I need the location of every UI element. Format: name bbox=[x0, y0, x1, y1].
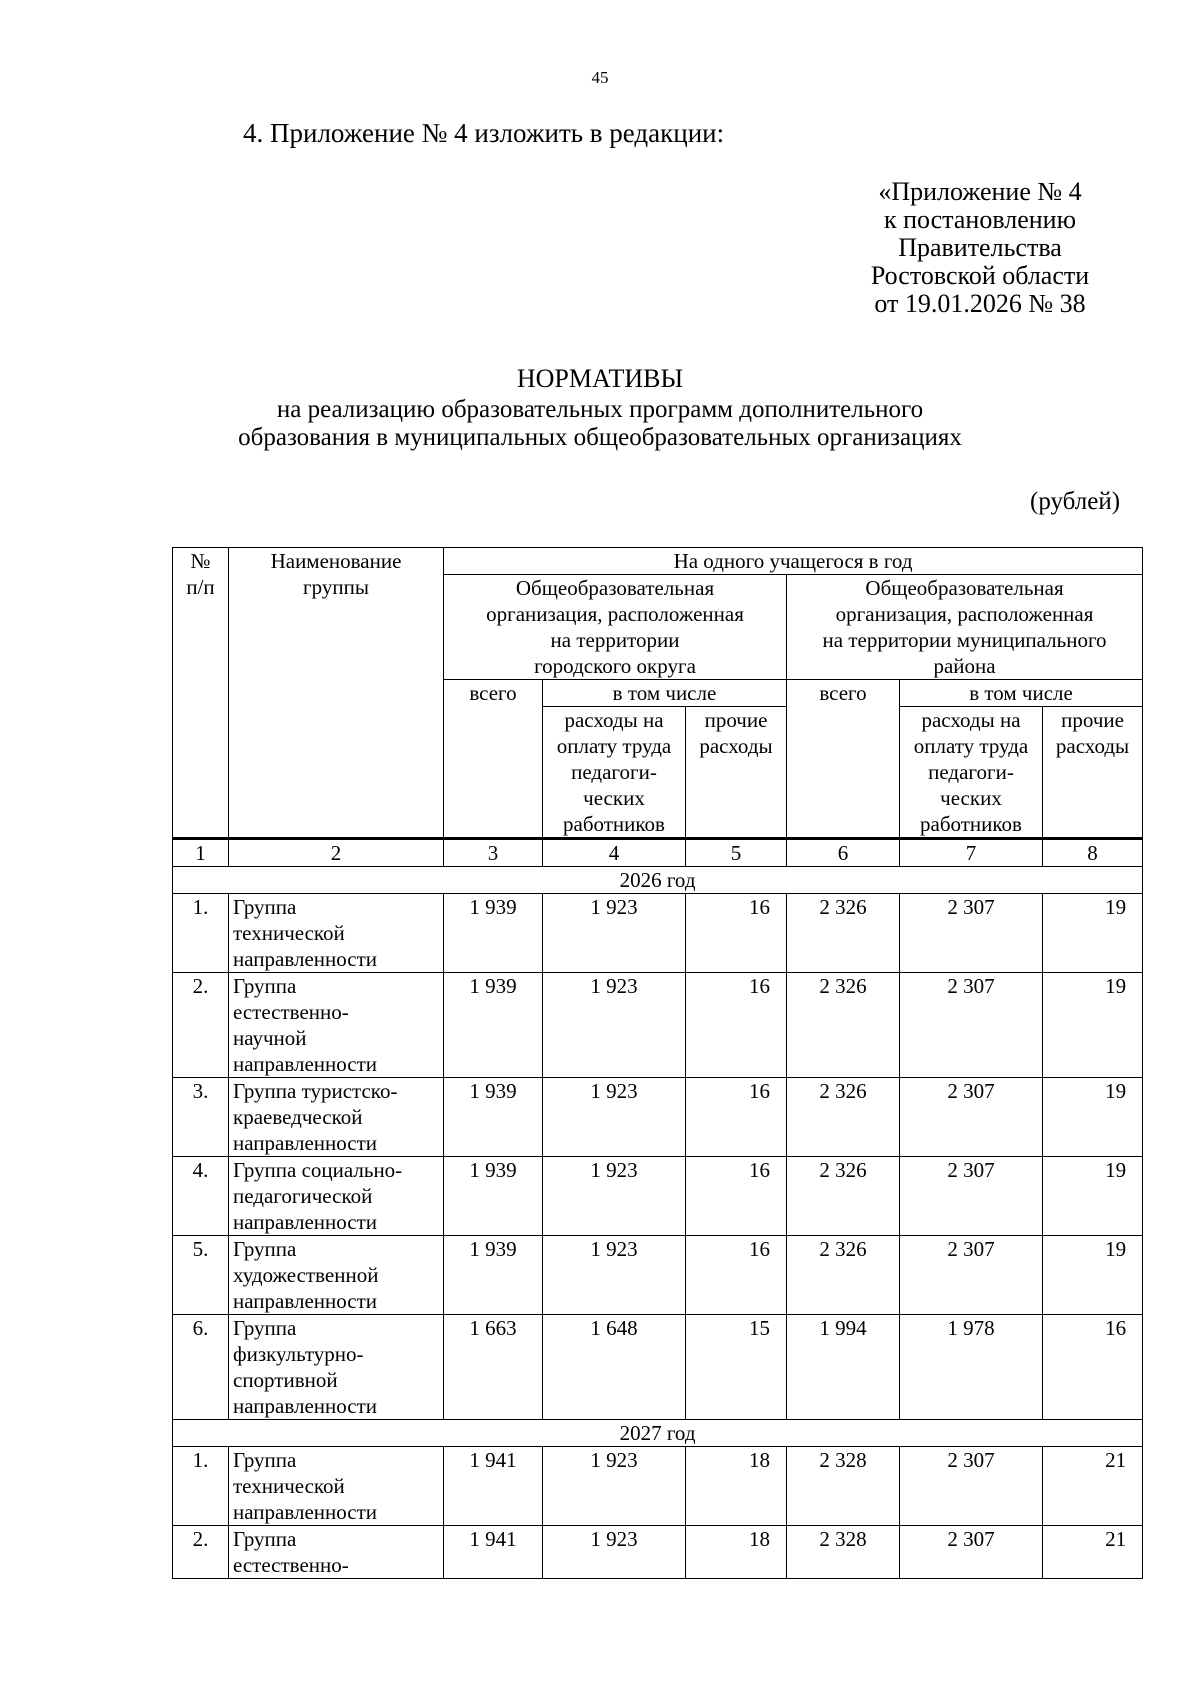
year-label: 2026 год bbox=[173, 867, 1143, 894]
column-number: 5 bbox=[686, 839, 787, 867]
header-line: организация, расположенная bbox=[835, 602, 1094, 626]
district-other-value: 19 bbox=[1043, 973, 1143, 1078]
intro-paragraph: 4. Приложение № 4 изложить в редакции: bbox=[243, 118, 725, 148]
column-number: 3 bbox=[444, 839, 543, 867]
city-salary-value: 1 923 bbox=[543, 973, 686, 1078]
header-line: на территории bbox=[550, 628, 680, 652]
group-name-line: научной bbox=[233, 1026, 307, 1050]
header-city-other bbox=[686, 707, 787, 839]
city-total-value: 1 939 bbox=[444, 1157, 543, 1236]
header-line: педагоги- bbox=[928, 760, 1014, 784]
city-total-value: 1 663 bbox=[444, 1315, 543, 1420]
header-line: педагоги- bbox=[571, 760, 657, 784]
header-line: Наименование bbox=[270, 549, 402, 573]
table-row bbox=[173, 1078, 1143, 1157]
district-other-value: 19 bbox=[1043, 1236, 1143, 1315]
header-line: городского округа bbox=[534, 654, 696, 678]
column-number: 4 bbox=[543, 839, 686, 867]
district-total-value: 2 326 bbox=[787, 1236, 900, 1315]
column-numbers-row bbox=[173, 839, 1143, 867]
table-row bbox=[173, 1447, 1143, 1526]
city-other-value: 16 bbox=[686, 1078, 787, 1157]
group-name-line: краеведческой bbox=[233, 1105, 363, 1129]
table-body bbox=[173, 867, 1143, 1579]
district-salary-value: 2 307 bbox=[900, 1236, 1043, 1315]
city-other-value: 16 bbox=[686, 973, 787, 1078]
column-number: 8 bbox=[1043, 839, 1143, 867]
group-name-line: технической bbox=[233, 1474, 345, 1498]
header-line: расходы bbox=[1055, 734, 1130, 758]
city-salary-value: 1 923 bbox=[543, 1447, 686, 1526]
row-number: 2. bbox=[173, 973, 229, 1078]
district-total-value: 2 326 bbox=[787, 894, 900, 973]
group-name-line: направленности bbox=[233, 947, 378, 971]
group-name-line: Группа bbox=[233, 895, 297, 919]
header-district-total: всего bbox=[787, 680, 900, 839]
group-name-line: Группа туристско- bbox=[233, 1079, 398, 1103]
row-number: 3. bbox=[173, 1078, 229, 1157]
city-salary-value: 1 923 bbox=[543, 1157, 686, 1236]
table-row bbox=[173, 1315, 1143, 1420]
group-name-line: художественной bbox=[233, 1263, 379, 1287]
column-number: 7 bbox=[900, 839, 1043, 867]
city-salary-value: 1 923 bbox=[543, 1078, 686, 1157]
header-line: расходы bbox=[699, 734, 773, 758]
city-salary-value: 1 923 bbox=[543, 1526, 686, 1579]
header-line: ческих bbox=[940, 786, 1002, 810]
appendix-reference bbox=[840, 178, 1120, 318]
group-name-line: направленности bbox=[233, 1289, 378, 1313]
header-line: ческих bbox=[583, 786, 645, 810]
district-salary-value: 2 307 bbox=[900, 1447, 1043, 1526]
header-city-total: всего bbox=[444, 680, 543, 839]
city-other-value: 15 bbox=[686, 1315, 787, 1420]
header-line: группы bbox=[303, 575, 369, 599]
city-total-value: 1 939 bbox=[444, 1078, 543, 1157]
header-line: работников bbox=[920, 812, 1022, 836]
group-name-line: Группа социально- bbox=[233, 1158, 403, 1182]
header-city-salary bbox=[543, 707, 686, 839]
header-city-including: в том числе bbox=[543, 680, 787, 707]
appendix-line: к постановлению bbox=[883, 205, 1077, 234]
header-line: района bbox=[933, 654, 996, 678]
header-district-salary bbox=[900, 707, 1043, 839]
city-total-value: 1 941 bbox=[444, 1526, 543, 1579]
year-row bbox=[173, 1420, 1143, 1447]
group-name-line: Группа bbox=[233, 1527, 297, 1551]
column-number: 6 bbox=[787, 839, 900, 867]
district-salary-value: 2 307 bbox=[900, 973, 1043, 1078]
group-name bbox=[229, 1447, 444, 1526]
city-salary-value: 1 648 bbox=[543, 1315, 686, 1420]
district-total-value: 2 326 bbox=[787, 1157, 900, 1236]
row-number: 1. bbox=[173, 1447, 229, 1526]
header-line: оплату труда bbox=[556, 734, 672, 758]
row-number: 4. bbox=[173, 1157, 229, 1236]
header-district-other bbox=[1043, 707, 1143, 839]
column-number: 2 bbox=[229, 839, 444, 867]
header-num bbox=[173, 548, 229, 839]
year-row bbox=[173, 867, 1143, 894]
header-line: прочие bbox=[704, 708, 768, 732]
group-name-line: Группа bbox=[233, 974, 297, 998]
subtitle-line: на реализацию образовательных программ дополнительного bbox=[276, 396, 924, 423]
group-name-line: Группа bbox=[233, 1316, 297, 1340]
district-other-value: 16 bbox=[1043, 1315, 1143, 1420]
header-group-name bbox=[229, 548, 444, 839]
district-total-value: 2 328 bbox=[787, 1447, 900, 1526]
group-name bbox=[229, 1315, 444, 1420]
header-line: организация, расположенная bbox=[486, 602, 744, 626]
table-row bbox=[173, 894, 1143, 973]
city-salary-value: 1 923 bbox=[543, 894, 686, 973]
page-number: 45 bbox=[591, 68, 609, 87]
units-label: (рублей) bbox=[1030, 488, 1121, 515]
district-other-value: 19 bbox=[1043, 894, 1143, 973]
header-line: на территории муниципального bbox=[822, 628, 1107, 652]
row-number: 6. bbox=[173, 1315, 229, 1420]
group-name-line: направленности bbox=[233, 1052, 378, 1076]
city-other-value: 18 bbox=[686, 1447, 787, 1526]
district-total-value: 2 326 bbox=[787, 973, 900, 1078]
header-line: работников bbox=[563, 812, 665, 836]
district-salary-value: 2 307 bbox=[900, 1157, 1043, 1236]
district-total-value: 2 326 bbox=[787, 1078, 900, 1157]
group-name-line: физкультурно- bbox=[233, 1342, 364, 1366]
header-district-including: в том числе bbox=[900, 680, 1143, 707]
city-total-value: 1 941 bbox=[444, 1447, 543, 1526]
header-line: № bbox=[190, 549, 211, 573]
row-number: 2. bbox=[173, 1526, 229, 1579]
document-title: НОРМАТИВЫ bbox=[516, 364, 684, 393]
column-number: 1 bbox=[173, 839, 229, 867]
document-subtitle bbox=[0, 396, 1200, 452]
header-line: Общеобразовательная bbox=[865, 576, 1064, 600]
group-name bbox=[229, 1526, 444, 1579]
table-row bbox=[173, 973, 1143, 1078]
group-name bbox=[229, 1157, 444, 1236]
city-other-value: 16 bbox=[686, 1236, 787, 1315]
city-salary-value: 1 923 bbox=[543, 1236, 686, 1315]
norms-table bbox=[172, 547, 1143, 1579]
group-name-line: Группа bbox=[233, 1448, 297, 1472]
header-per-student: На одного учащегося в год bbox=[444, 548, 1143, 575]
district-other-value: 21 bbox=[1043, 1526, 1143, 1579]
group-name bbox=[229, 1078, 444, 1157]
appendix-line: от 19.01.2026 № 38 bbox=[874, 289, 1086, 318]
header-line: расходы на bbox=[921, 708, 1021, 732]
subtitle-line: образования в муниципальных общеобразовательных организациях bbox=[238, 424, 962, 451]
city-other-value: 18 bbox=[686, 1526, 787, 1579]
group-name-line: направленности bbox=[233, 1500, 378, 1524]
row-number: 1. bbox=[173, 894, 229, 973]
appendix-line: Ростовской области bbox=[870, 261, 1090, 290]
group-name-line: Группа bbox=[233, 1237, 297, 1261]
city-total-value: 1 939 bbox=[444, 894, 543, 973]
group-name-line: направленности bbox=[233, 1131, 378, 1155]
group-name-line: направленности bbox=[233, 1210, 378, 1234]
district-salary-value: 2 307 bbox=[900, 1078, 1043, 1157]
appendix-line: Правительства bbox=[898, 233, 1062, 262]
district-salary-value: 2 307 bbox=[900, 1526, 1043, 1579]
district-other-value: 19 bbox=[1043, 1078, 1143, 1157]
group-name-line: технической bbox=[233, 921, 345, 945]
district-salary-value: 2 307 bbox=[900, 894, 1043, 973]
header-district-org bbox=[787, 575, 1143, 680]
city-total-value: 1 939 bbox=[444, 1236, 543, 1315]
row-number: 5. bbox=[173, 1236, 229, 1315]
header-line: прочие bbox=[1061, 708, 1124, 732]
header-line: Общеобразовательная bbox=[515, 576, 715, 600]
group-name bbox=[229, 1236, 444, 1315]
group-name-line: педагогической bbox=[233, 1184, 373, 1208]
header-line: п/п bbox=[186, 575, 215, 599]
group-name-line: естественно- bbox=[233, 1000, 349, 1024]
table-row bbox=[173, 1157, 1143, 1236]
city-other-value: 16 bbox=[686, 894, 787, 973]
table-row bbox=[173, 1526, 1143, 1579]
group-name-line: направленности bbox=[233, 1394, 378, 1418]
district-other-value: 19 bbox=[1043, 1157, 1143, 1236]
district-other-value: 21 bbox=[1043, 1447, 1143, 1526]
group-name bbox=[229, 973, 444, 1078]
group-name-line: естественно- bbox=[233, 1553, 349, 1577]
year-label: 2027 год bbox=[173, 1420, 1143, 1447]
city-total-value: 1 939 bbox=[444, 973, 543, 1078]
district-salary-value: 1 978 bbox=[900, 1315, 1043, 1420]
header-line: оплату труда bbox=[913, 734, 1029, 758]
header-city-org bbox=[444, 575, 787, 680]
city-other-value: 16 bbox=[686, 1157, 787, 1236]
header-line: расходы на bbox=[564, 708, 664, 732]
group-name-line: спортивной bbox=[233, 1368, 338, 1392]
group-name bbox=[229, 894, 444, 973]
district-total-value: 2 328 bbox=[787, 1526, 900, 1579]
district-total-value: 1 994 bbox=[787, 1315, 900, 1420]
appendix-line: «Приложение № 4 bbox=[878, 177, 1082, 206]
table-row bbox=[173, 1236, 1143, 1315]
